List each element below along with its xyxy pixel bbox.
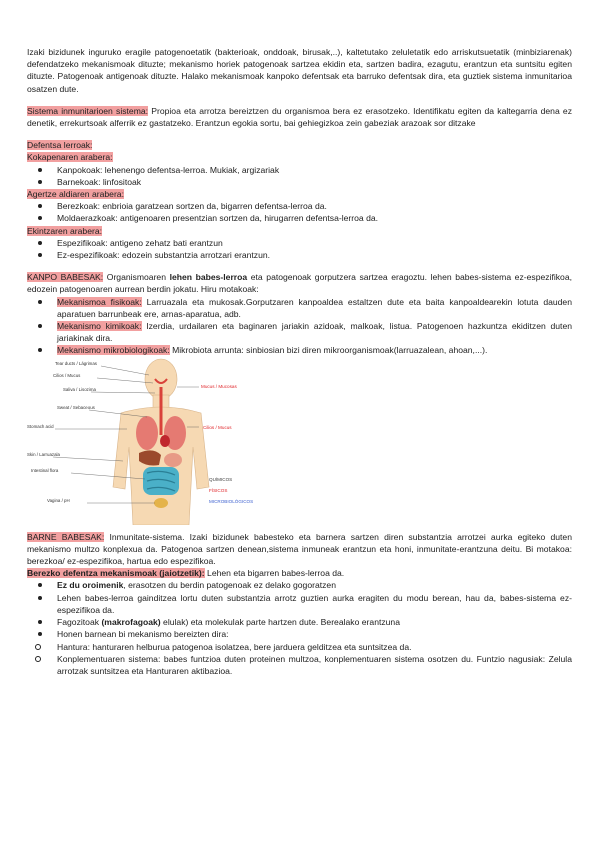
legend-top-right: Cilios / Mucus xyxy=(203,424,232,430)
figure-label: Tear ducts / Lágrimas xyxy=(55,360,97,366)
list-item: Mekanismo mikrobiologikoak: Mikrobiota arrunta: sinbiosian bizi diren mikroorganismoak(larruazalean, ahoan,...). xyxy=(27,344,572,356)
location-list xyxy=(27,164,572,188)
action-heading: Ekintzaren arabera: xyxy=(27,225,102,236)
list-item: Berezkoak: enbrioia garatzean sortzen da, bigarren defentsa-lerroa da. xyxy=(27,200,572,212)
appearance-heading: Agertze aldiaren arabera: xyxy=(27,189,124,200)
list-item: Barnekoak: linfositoak xyxy=(27,176,572,188)
innate-paragraph: Berezko defentza mekanismoak (jaiotzetik): Lehen eta bigarren babes-lerroa da. xyxy=(27,568,345,579)
legend-quimicos: QUÍMICOS xyxy=(209,476,233,482)
immune-system-paragraph xyxy=(27,105,572,129)
immune-system-text: Propioa eta arrotza bereiztzen du organismoa bera ez erasotzeko. Identifikatu egiten da kaltegarria dena ez denetik, errekurtsoak alferrik ez gastatzeko. Erantzun egokia sortu, bai gehiegizkoa zein gabeziak arazoak sor ditzake xyxy=(27,105,573,129)
sub-list-item: Hantura: hanturaren helburua patogenoa isolatzea, bere jarduera gelditzea eta suntsitzea da. xyxy=(27,641,572,653)
innate-heading: Berezko defentza mekanismoak (jaiotzetik): xyxy=(27,568,205,579)
legend-fisicos: FÍSICOS xyxy=(209,487,228,493)
list-item: Kanpokoak: lehenengo defentsa-lerroa. Mukiak, argizariak xyxy=(27,164,572,176)
outer-defense-paragraph: KANPO BABESAK: Organismoaren lehen babes-lerroa eta patogenoak gorputzera sartzea eragoztu. lehen babes-sistema ez-espezifikoa, edozein patogenoaren aurrean berdin jokatu. Hiru motakoak: xyxy=(27,272,572,295)
list-item: Ez du oroimenik, erasotzen du berdin patogenoak ez delako gogoratzen xyxy=(27,579,572,591)
inner-defense-paragraph: BARNE BABESAK: Inmunitate-sistema. Izaki bizidunek babesteko eta barnera sartzen diren substantzia arrotzei aurka egiteko duten mekanismo multzo konplexua da. Patogenoa sartzen denean,sistema inmuneak erantzun eta honi, inmunitate-erantzuna deitu. Bi motakoa: berezkoa/ ez-espezifikoa, hartua edo espezifikoa. xyxy=(27,531,572,567)
defense-lines-heading: Defentsa lerroak: xyxy=(27,140,93,151)
list-item: Moldaerazkoak: antigenoaren presentzian sortzen da, hirugarren defentsa-lerroa da. xyxy=(27,212,572,224)
figure-label: Stomach acid xyxy=(27,423,54,429)
innate-list xyxy=(27,579,572,677)
list-item: Ez-espezifikoak: edozein substantzia arrotzari erantzun. xyxy=(27,249,572,261)
legend-microbiologicos: MICROBIOLÓGICOS xyxy=(209,498,254,504)
appearance-list xyxy=(27,200,572,224)
inner-defense-heading: BARNE BABESAK: xyxy=(27,531,105,542)
location-heading: Kokapenaren arabera: xyxy=(27,152,113,163)
document-page xyxy=(27,46,572,677)
body-defense-figure xyxy=(27,357,572,525)
list-item: Mekanismoa fisikoak: Larruazala eta mukosak.Gorputzaren kanpoaldea estaltzen dute eta baita kanpoaldearekin lotuta dauden aparatuen barrunbeak ere, arnas-aparatua, adb. xyxy=(27,296,572,320)
list-item: Espezifikoak: antigeno zehatz bati erantzun xyxy=(27,237,572,249)
figure-label: Vagina / pH xyxy=(47,497,70,503)
figure-label: Saliva / Lisozima xyxy=(63,386,96,392)
list-item: Honen barnean bi mekanismo bereizten dira: xyxy=(27,628,572,640)
immune-system-heading: Sistema inmunitarioen sistema: xyxy=(27,105,149,116)
figure-label: Sweat / Sebaceous xyxy=(57,404,95,410)
list-item: Lehen babes-lerroa gainditzea lortu duten substantzia arrotz guztien aurka eragiten du modu berean, hau da, babes-sistema ez-espezifikoa da. xyxy=(27,592,572,616)
action-list xyxy=(27,237,572,261)
human-body-illustration xyxy=(27,357,572,525)
figure-label: Intestinal flora xyxy=(31,467,59,473)
list-item: Mekanismo kimikoak: Izerdia, urdailaren eta baginaren jariakin azidoak, malkoak, listua. Patogenoen hazkuntza ekiditzen duten jariakinak dira. xyxy=(27,320,572,344)
list-item: Fagozitoak (makrofagoak) elulak) eta molekulak parte hartzen dute. Berealako erantzuna xyxy=(27,616,572,628)
sub-list-item: Konplementuaren sistema: babes funtzioa duten proteinen multzoa, konplementuaren sistema osotzen du. Funtzio nagusiak: Zelula arrotzak suntsitzea eta Hanturaren aktibazioa. xyxy=(27,653,572,677)
outer-defense-heading: KANPO BABESAK: xyxy=(27,272,104,283)
outer-defense-list xyxy=(27,296,572,357)
figure-label: Cilios / Mucus xyxy=(53,372,81,378)
figure-label: Skin / Larruazala xyxy=(27,451,60,457)
legend-top: Mucus / Mucosas xyxy=(201,383,237,389)
intro-paragraph: Izaki bizidunek inguruko eragile patogenoetatik (bakterioak, onddoak, birusak,..), kaltetutako zeluletatik edo arriskutsuetatik (minbiziarenak) defendatzeko mekanismoak dituzte; mekanismo horiek patogenoak sartzea ekidin eta, sartzen badira, ezagutu, erantzun eta suntsitu egiten dituzte. Patogenoak antigenoak dituzte. Halako mekanismoak kanpoko defentsak eta barruko defentsak dira, eta guztiek sistema inmunitarioa osatzen dute. xyxy=(27,47,572,94)
